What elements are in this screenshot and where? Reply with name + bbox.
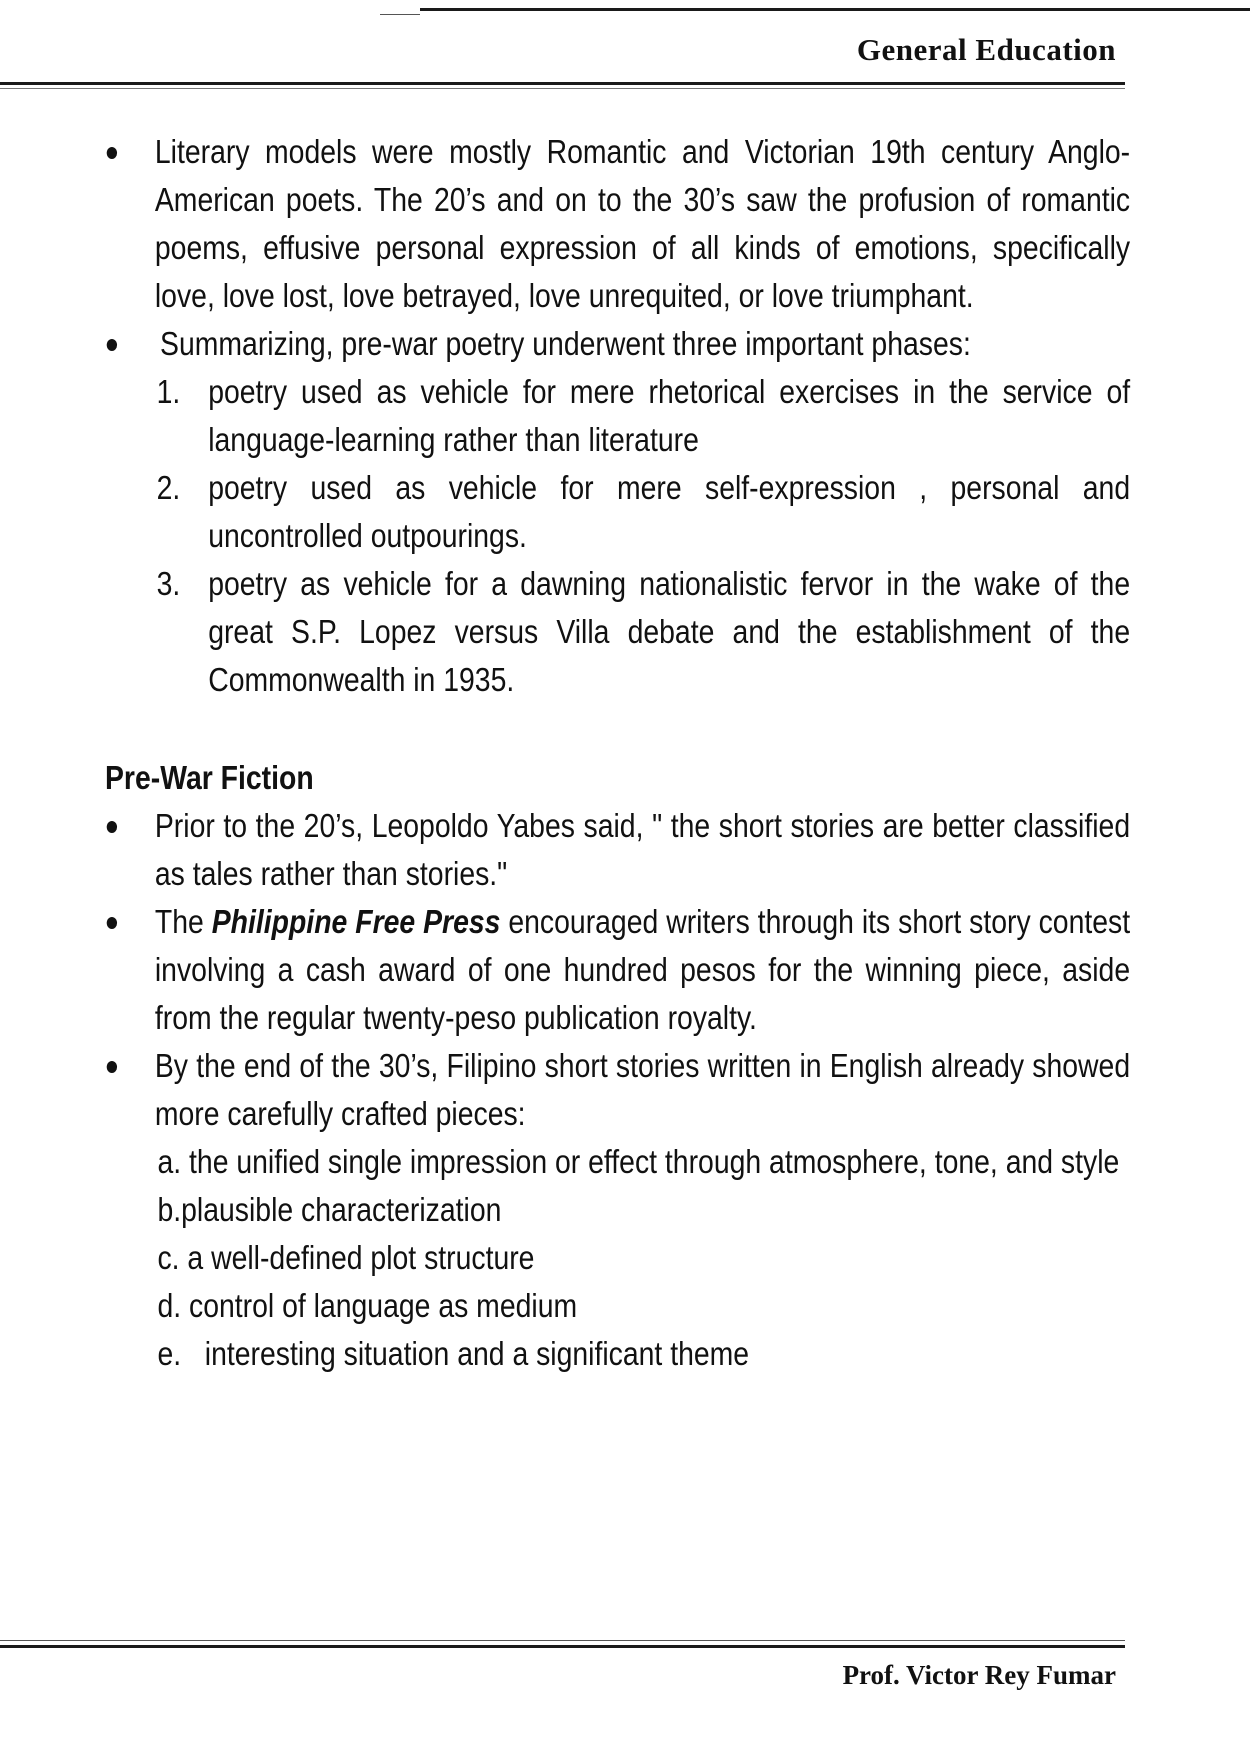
- header-rule-top: [420, 8, 1250, 11]
- list-text: poetry used as vehicle for mere rhetorical exercises in the service of language-learning rather than literature: [208, 373, 1131, 458]
- bullet-icon: [107, 339, 117, 351]
- bullet-item: [105, 320, 1130, 368]
- bullet-icon: [107, 821, 117, 833]
- list-letter: c.: [157, 1239, 180, 1276]
- list-text: control of language as medium: [189, 1287, 578, 1324]
- section-heading: Pre-War Fiction: [105, 759, 314, 796]
- bullet-item: [105, 802, 1130, 898]
- numbered-item: [105, 464, 1130, 560]
- numbered-item: [105, 368, 1130, 464]
- list-number: 2.: [156, 469, 181, 506]
- bullet-item: [105, 1042, 1130, 1138]
- page-body: [105, 128, 1130, 1378]
- bullet-text: By the end of the 30’s, Filipino short stories written in English already showed more carefully crafted pieces:: [154, 1047, 1131, 1132]
- list-letter: a.: [157, 1143, 182, 1180]
- list-text: a well-defined plot structure: [187, 1239, 535, 1276]
- footer-author: Prof. Victor Rey Fumar: [842, 1660, 1116, 1690]
- lettered-item: [105, 1330, 1130, 1378]
- bullet-icon: [107, 147, 117, 159]
- list-text: poetry used as vehicle for mere self-expression , personal and uncontrolled outpourings.: [208, 469, 1131, 554]
- publication-title: Philippine Free Press: [211, 903, 501, 940]
- list-text: interesting situation and a significant theme: [204, 1335, 750, 1372]
- lettered-item: [105, 1282, 1130, 1330]
- list-number: 1.: [156, 373, 181, 410]
- bullet-text: Summarizing, pre-war poetry underwent three important phases:: [160, 325, 971, 362]
- running-header: General Education: [856, 32, 1116, 67]
- list-letter: d.: [157, 1287, 182, 1324]
- list-letter: e.: [157, 1335, 182, 1372]
- footer-rule: [0, 1645, 1125, 1648]
- bullet-icon: [107, 917, 117, 929]
- lettered-item: [105, 1234, 1130, 1282]
- bullet-text-prefix: The: [154, 903, 212, 940]
- bullet-text: Prior to the 20’s, Leopoldo Yabes said, " the short stories are better classified as tales rather than stories.": [154, 807, 1131, 892]
- bullet-text-rest: encouraged writers through its short story contest involving a cash award of one hundred pesos for the winning piece, aside from the regular twenty-peso publication royalty.: [154, 903, 1131, 1036]
- lettered-item: [105, 1138, 1130, 1186]
- header-rule-dash: [380, 14, 420, 15]
- bullet-icon: [107, 1061, 117, 1073]
- lettered-item: [105, 1186, 1130, 1234]
- numbered-item: [105, 560, 1130, 704]
- list-letter: b.: [157, 1191, 182, 1228]
- bullet-item: [105, 898, 1130, 1042]
- list-text: plausible characterization: [181, 1191, 502, 1228]
- bullet-item: [105, 128, 1130, 320]
- list-text: poetry as vehicle for a dawning nationalistic fervor in the wake of the great S.P. Lopez versus Villa debate and the establishment of the Commonwealth in 1935.: [208, 565, 1131, 698]
- list-text: the unified single impression or effect through atmosphere, tone, and style: [189, 1143, 1120, 1180]
- header-rule-bottom: [0, 82, 1125, 85]
- list-number: 3.: [156, 565, 181, 602]
- footer-rule-thin: [0, 1640, 1125, 1641]
- bullet-text: Literary models were mostly Romantic and Victorian 19th century Anglo-American poets. The 20’s and on to the 30’s saw the profusion of romantic poems, effusive personal expression of all kinds of emotions, specifically love, love lost, love betrayed, love unrequited, or love triumphant.: [154, 133, 1131, 314]
- header-rule-thin: [0, 88, 1125, 89]
